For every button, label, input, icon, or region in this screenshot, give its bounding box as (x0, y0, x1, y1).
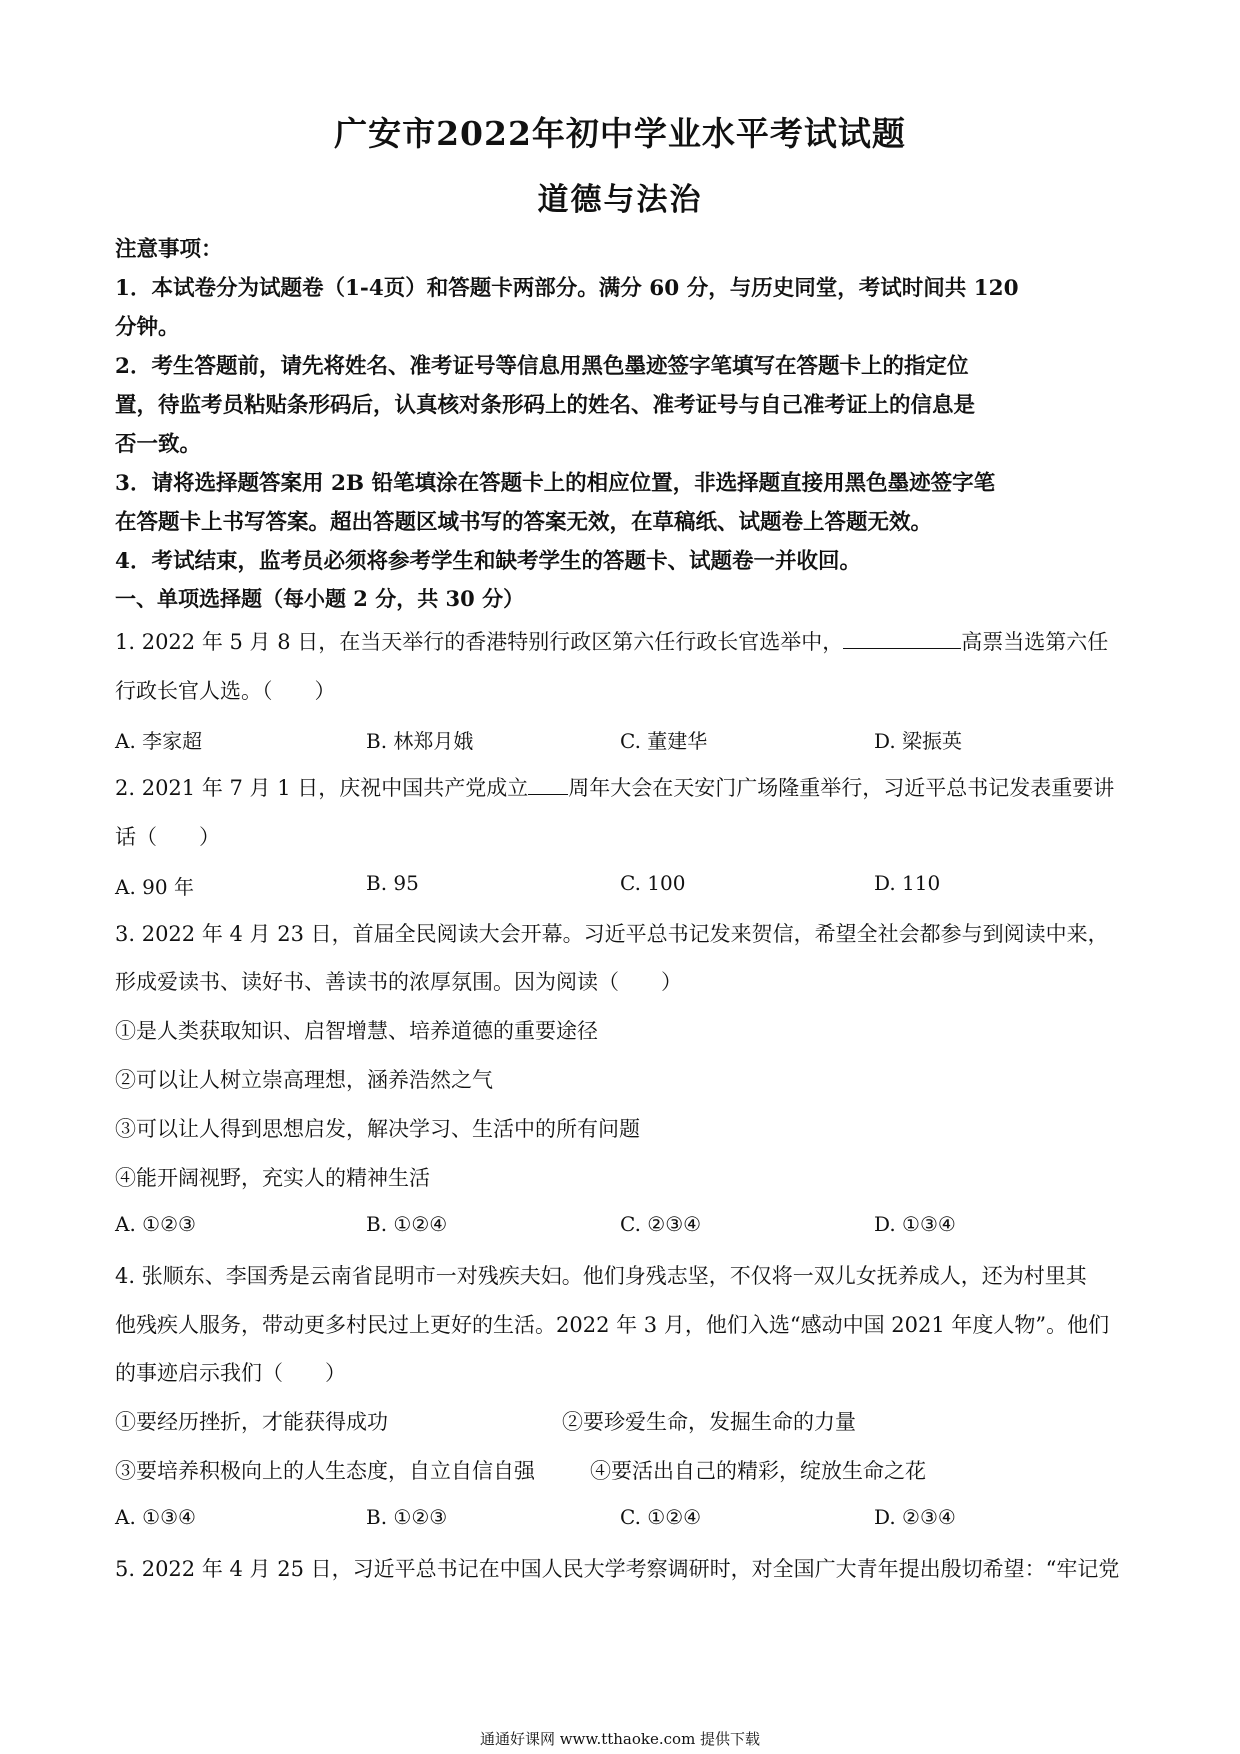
q4-option-c: C. ①②④ (620, 1505, 702, 1529)
section-heading: 一、单项选择题（每小题 2 分，共 30 分） (115, 586, 525, 611)
exam-title: 广安市2022年初中学业水平考试试题 (334, 114, 906, 153)
q3-statement-3: ③可以让人得到思想启发，解决学习、生活中的所有问题 (115, 1117, 640, 1141)
notice-line-1: 1．本试卷分为试题卷（1-4页）和答题卡两部分。满分 60 分，与历史同堂，考试时间共 120 (115, 276, 1019, 301)
page-footer: 通通好课网 www.tthaoke.com 提供下载 (479, 1730, 761, 1748)
notice-line-5: 否一致。 (115, 432, 202, 457)
question-2-line-1 (115, 772, 1125, 802)
answer-blank (528, 776, 568, 795)
notice-line-4: 置，待监考员粘贴条形码后，认真核对条形码上的姓名、准考证号与自己准考证上的信息是 (115, 393, 976, 418)
notice-heading: 注意事项： (115, 237, 223, 262)
notice-line-6: 3．请将选择题答案用 2B 铅笔填涂在答题卡上的相应位置，非选择题直接用黑色墨迹签字笔 (115, 471, 996, 496)
q4-statement-1: ①要经历挫折，才能获得成功 (115, 1410, 388, 1434)
question-4-line-1: 4. 张顺东、李国秀是云南省昆明市一对残疾夫妇。他们身残志坚，不仅将一双儿女抚养成人，还为村里其 (115, 1264, 1087, 1288)
question-3-line-1: 3. 2022 年 4 月 23 日，首届全民阅读大会开幕。习近平总书记发来贺信，希望全社会都参与到阅读中来， (115, 922, 1109, 946)
q3-option-b: B. ①②④ (366, 1212, 448, 1236)
q4-statement-3: ③要培养积极向上的人生态度，自立自信自强 (115, 1459, 535, 1483)
question-1-text-b: 高票当选第六任 (961, 630, 1109, 654)
q4-option-a: A. ①③④ (115, 1505, 196, 1529)
q1-option-c: C. 董建华 (620, 729, 708, 753)
question-2-line-2: 话（ ） (115, 825, 220, 849)
notice-line-8: 4．考试结束，监考员必须将参考学生和缺考学生的答题卡、试题卷一并收回。 (115, 549, 861, 574)
answer-blank (843, 630, 961, 649)
q4-option-d: D. ②③④ (874, 1505, 956, 1529)
q3-statement-4: ④能开阔视野，充实人的精神生活 (115, 1166, 430, 1190)
q4-option-b: B. ①②③ (366, 1505, 448, 1529)
q1-option-d: D. 梁振英 (874, 729, 963, 753)
q2-option-b: B. 95 (366, 871, 419, 895)
question-1-line-2: 行政长官人选。（ ） (115, 679, 336, 703)
q2-option-a: A. 90 年 (115, 875, 194, 899)
q3-option-a: A. ①②③ (115, 1212, 196, 1236)
q3-option-c: C. ②③④ (620, 1212, 702, 1236)
question-4-line-2: 他残疾人服务，带动更多村民过上更好的生活。2022 年 3 月，他们入选“感动中国 2021 年度人物”。他们 (115, 1313, 1110, 1337)
question-4-line-3: 的事迹启示我们（ ） (115, 1361, 346, 1385)
exam-subject: 道德与法治 (537, 182, 703, 218)
q4-statement-2: ②要珍爱生命，发掘生命的力量 (562, 1410, 856, 1434)
question-2-text-b: 周年大会在天安门广场隆重举行，习近平总书记发表重要讲 (568, 776, 1115, 800)
q1-option-a: A. 李家超 (115, 729, 203, 753)
notice-line-7: 在答题卡上书写答案。超出答题区域书写的答案无效，在草稿纸、试题卷上答题无效。 (115, 510, 933, 535)
q3-option-d: D. ①③④ (874, 1212, 956, 1236)
q1-option-b: B. 林郑月娥 (366, 729, 474, 753)
notice-line-2: 分钟。 (115, 315, 180, 340)
question-1-line-1 (115, 626, 1125, 656)
q3-statement-1: ①是人类获取知识、启智增慧、培养道德的重要途径 (115, 1019, 598, 1043)
notice-line-3: 2．考生答题前，请先将姓名、准考证号等信息用黑色墨迹签字笔填写在答题卡上的指定位 (115, 354, 969, 379)
question-2-text-a: 2. 2021 年 7 月 1 日，庆祝中国共产党成立 (115, 776, 529, 800)
question-3-line-2: 形成爱读书、读好书、善读书的浓厚氛围。因为阅读（ ） (115, 970, 682, 994)
question-1-text-a: 1. 2022 年 5 月 8 日，在当天举行的香港特别行政区第六任行政长官选举中， (115, 630, 844, 654)
q2-option-c: C. 100 (620, 871, 686, 895)
q3-statement-2: ②可以让人树立崇高理想，涵养浩然之气 (115, 1068, 493, 1092)
question-5-line-1: 5. 2022 年 4 月 25 日，习近平总书记在中国人民大学考察调研时，对全国广大青年提出殷切希望：“牢记党 (115, 1557, 1120, 1581)
q4-statement-4: ④要活出自己的精彩，绽放生命之花 (590, 1459, 926, 1483)
q2-option-d: D. 110 (874, 871, 941, 895)
